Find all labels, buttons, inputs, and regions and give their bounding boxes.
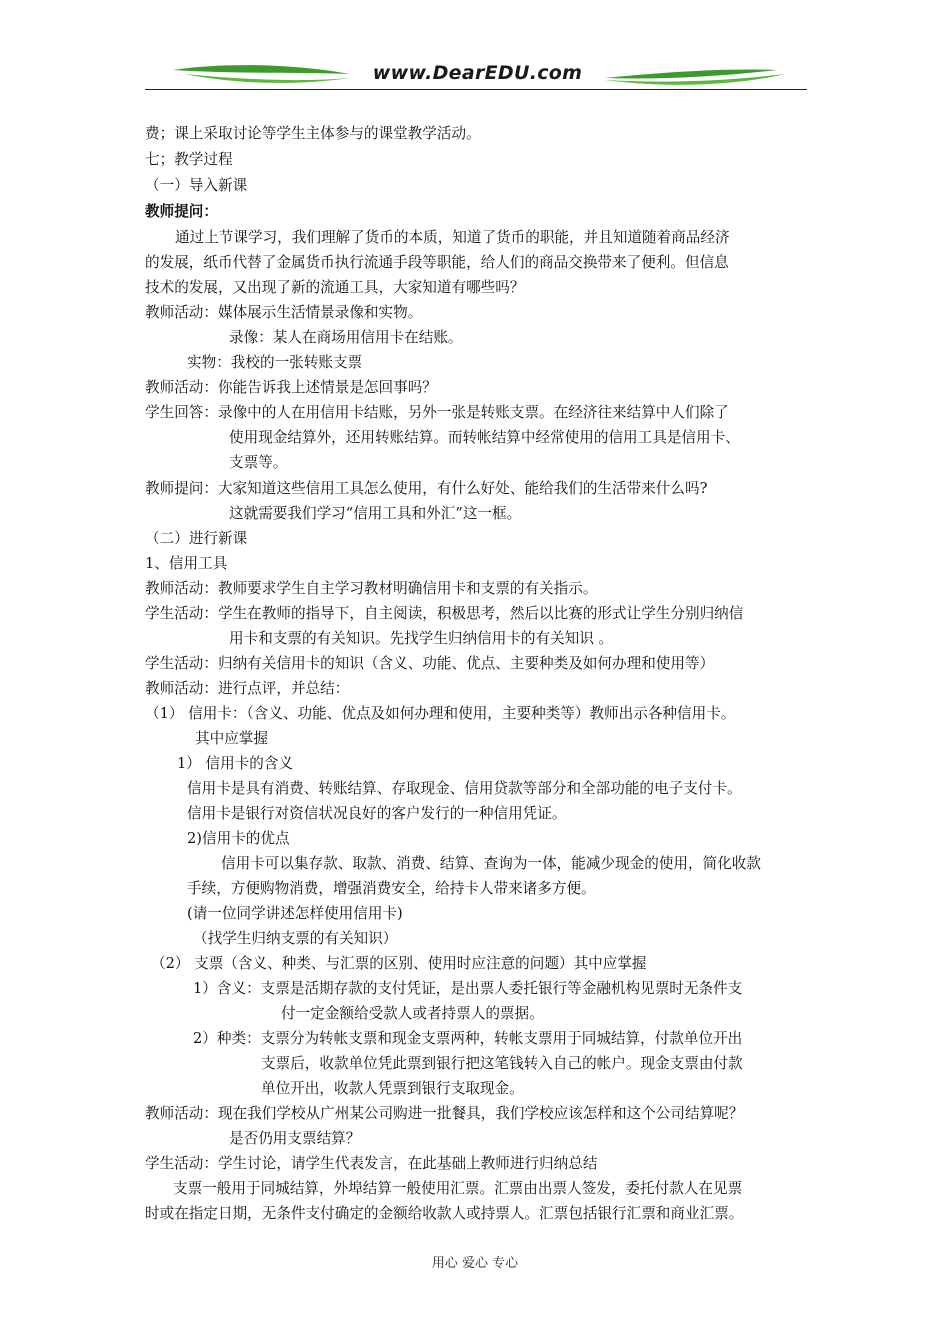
page-header	[145, 58, 807, 92]
text-line: 这就需要我们学习“信用工具和外汇”这一框。	[229, 505, 522, 522]
text-line: 的发展，纸币代替了金属货币执行流通手段等职能，给人们的商品交换带来了便利。但信息	[145, 254, 729, 271]
text-line: 1）含义：支票是活期存款的支付凭证，是出票人委托银行等金融机构见票时无条件支	[193, 980, 743, 997]
text-line: 付一定金额给受款人或者持票人的票据。	[281, 1005, 544, 1022]
text-line: 2）种类：支票分为转帐支票和现金支票两种，转帐支票用于同城结算，付款单位开出	[193, 1030, 743, 1047]
text-line: 学生活动：学生在教师的指导下，自主阅读，积极思考，然后以比赛的形式让学生分别归纳信	[145, 605, 744, 622]
site-logo-text: www.DearEDU.com	[372, 62, 583, 84]
subsection-heading: （一）导入新课	[145, 177, 248, 194]
text-line: 单位开出，收款人凭票到银行支取现金。	[261, 1080, 524, 1097]
text-line: 2)信用卡的优点	[187, 830, 290, 847]
text-line: 时或在指定日期，无条件支付确定的金额给收款人或持票人。汇票包括银行汇票和商业汇票。	[145, 1205, 744, 1222]
text-line: 费；课上采取讨论等学生主体参与的课堂教学活动。	[145, 125, 481, 142]
text-line: 学生回答：录像中的人在用信用卡结账，另外一张是转账支票。在经济往来结算中人们除了	[145, 404, 729, 421]
text-line: 实物：我校的一张转账支票	[187, 354, 363, 371]
text-line: 使用现金结算外，还用转账结算。而转帐结算中经常使用的信用工具是信用卡、	[229, 429, 740, 446]
text-line: 教师活动：现在我们学校从广州某公司购进一批餐具，我们学校应该怎样和这个公司结算呢？	[145, 1105, 744, 1122]
text-line: 录像：某人在商场用信用卡在结账。	[229, 329, 463, 346]
text-line: 通过上节课学习，我们理解了货币的本质，知道了货币的职能，并且知道随着商品经济	[175, 229, 730, 246]
text-line: 用卡和支票的有关知识。先找学生归纳信用卡的有关知识 。	[229, 630, 614, 647]
text-line: 教师活动：进行点评，并总结：	[145, 680, 350, 697]
teacher-question-label: 教师提问：	[145, 203, 218, 220]
text-line: 信用卡可以集存款、取款、消费、结算、查询为一体，能减少现金的使用，简化收款	[221, 855, 761, 872]
text-line: 支票等。	[229, 454, 288, 471]
text-line: （1） 信用卡：（含义、功能、优点及如何办理和使用，主要种类等）教师出示各种信用卡。	[145, 705, 736, 722]
text-line: 信用卡是具有消费、转账结算、存取现金、信用贷款等部分和全部功能的电子支付卡。	[187, 780, 742, 797]
text-line: 1） 信用卡的含义	[177, 755, 294, 772]
text-line: 其中应掌握	[195, 730, 268, 747]
text-line: 支票一般用于同城结算，外埠结算一般使用汇票。汇票由出票人签发，委托付款人在见票	[173, 1180, 743, 1197]
page-footer: 用心 爱心 专心	[431, 1256, 519, 1271]
section-heading: 七；教学过程	[145, 151, 233, 168]
text-line: 教师提问：大家知道这些信用工具怎么使用，有什么好处、能给我们的生活带来什么吗?	[145, 480, 708, 497]
text-line: 学生活动：归纳有关信用卡的知识（含义、功能、优点、主要种类及如何办理和使用等）	[145, 655, 715, 672]
text-line: （找学生归纳支票的有关知识）	[193, 930, 398, 947]
text-line: 学生活动：学生讨论，请学生代表发言，在此基础上教师进行归纳总结	[145, 1155, 598, 1172]
subsection-heading: （二）进行新课	[145, 530, 248, 547]
text-line: 信用卡是银行对资信状况良好的客户发行的一种信用凭证。	[187, 805, 567, 822]
text-line: 是否仍用支票结算？	[229, 1130, 361, 1147]
text-line: 教师活动：你能告诉我上述情景是怎回事吗？	[145, 379, 437, 396]
header-divider	[145, 89, 807, 90]
text-line: 手续，方便购物消费，增强消费安全，给持卡人带来诸多方便。	[187, 880, 596, 897]
text-line: 教师活动：教师要求学生自主学习教材明确信用卡和支票的有关指示。	[145, 580, 598, 597]
text-line: （2） 支票（含义、种类、与汇票的区别、使用时应注意的问题）其中应掌握	[151, 955, 647, 972]
text-line: 技术的发展，又出现了新的流通工具，大家知道有哪些吗？	[145, 279, 525, 296]
text-line: (请一位同学讲述怎样使用信用卡)	[187, 905, 403, 922]
subsection-heading: 1、信用工具	[145, 555, 228, 572]
text-line: 支票后，收款单位凭此票到银行把这笔钱转入自己的帐户。现金支票由付款	[261, 1055, 743, 1072]
text-line: 教师活动：媒体展示生活情景录像和实物。	[145, 304, 423, 321]
